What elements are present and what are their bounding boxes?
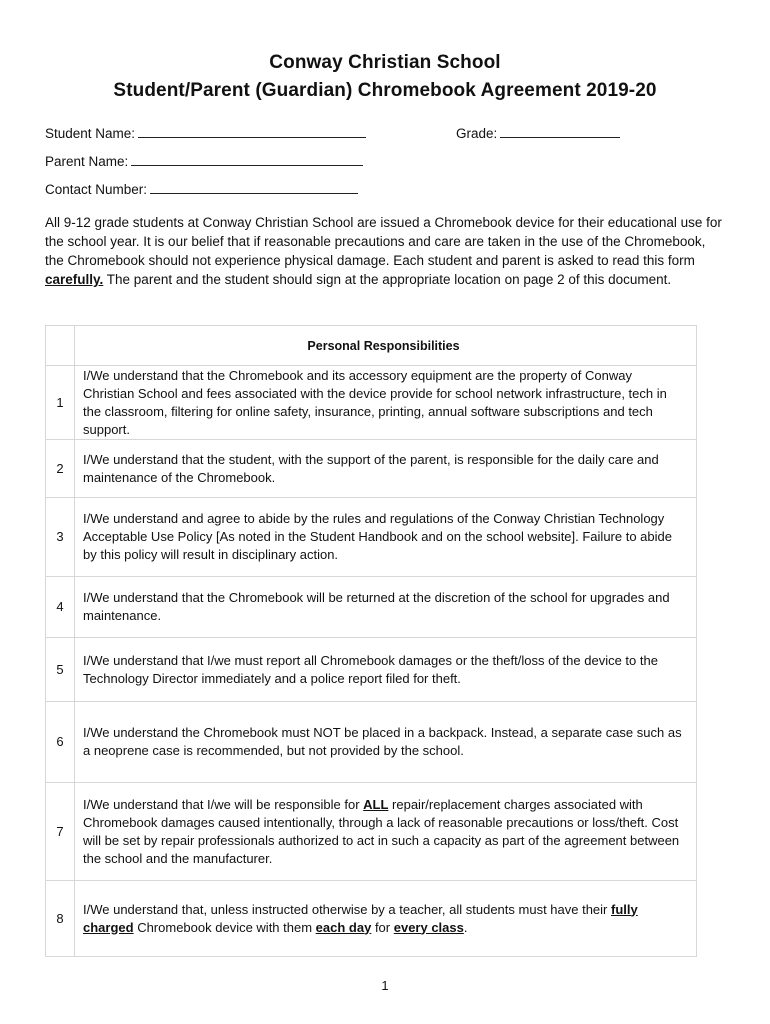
emphasis-each-day: each day: [315, 919, 372, 935]
row-text: I/We understand that the Chromebook and its accessory equipment are the property of Conway Christian School and fees associated with the device provide for school network infrastructure, tech in the classroom, filtering for online safety, insurance, printing, annual software subscriptions and tech support.: [75, 366, 697, 440]
parent-name-label: Parent Name:: [45, 154, 129, 169]
row-text: I/We understand the Chromebook must NOT be placed in a backpack. Instead, a separate case such as a neoprene case is recommended, but not provided by the school.: [75, 702, 697, 783]
row-number: 2: [46, 440, 75, 498]
page-number: 1: [381, 978, 389, 993]
table-row: [46, 881, 697, 957]
table-row: [46, 440, 697, 498]
table-row: [46, 783, 697, 881]
table-header-row: [46, 326, 697, 366]
agreement-title: Student/Parent (Guardian) Chromebook Agreement 2019-20: [113, 80, 657, 101]
row-text: I/We understand that the student, with the support of the parent, is responsible for the daily care and maintenance of the Chromebook.: [75, 440, 697, 498]
contact-number-label: Contact Number:: [45, 182, 148, 197]
table-heading: Personal Responsibilities: [75, 326, 697, 366]
emphasis-every-class: every class: [393, 919, 464, 935]
intro-emphasis: carefully.: [45, 272, 104, 287]
row-number: 6: [46, 702, 75, 783]
parent-name-field: [45, 151, 363, 169]
table-row: [46, 702, 697, 783]
intro-paragraph: [45, 213, 725, 289]
parent-name-blank[interactable]: [131, 151, 363, 166]
table-header-num: [46, 326, 75, 366]
student-name-blank[interactable]: [138, 123, 366, 138]
table-row: [46, 366, 697, 440]
row-number: 3: [46, 498, 75, 577]
student-name-label: Student Name:: [45, 126, 136, 141]
row-number: 5: [46, 638, 75, 702]
row-number: 1: [46, 366, 75, 440]
school-title: Conway Christian School: [269, 52, 501, 73]
row-text: I/We understand and agree to abide by the rules and regulations of the Conway Christian Technology Acceptable Use Policy [As noted in the Student Handbook and on the school website]. Failure to abide by this policy will result in disciplinary action.: [75, 498, 697, 577]
row-number: 4: [46, 577, 75, 638]
table-row: [46, 498, 697, 577]
emphasis-fully-charged: fully charged: [83, 901, 638, 935]
grade-blank[interactable]: [500, 123, 620, 138]
intro-text-1: All 9-12 grade students at Conway Christian School are issued a Chromebook device for their educational use for the school year. It is our belief that if reasonable precautions and care are taken in the use of the Chromebook, the Chromebook should not experience physical damage. Each student and parent is asked to read this form: [45, 215, 722, 268]
row-text: I/We understand that I/we must report all Chromebook damages or the theft/loss of the device to the Technology Director immediately and a police report filed for theft.: [75, 638, 697, 702]
row-text: I/We understand that, unless instructed otherwise by a teacher, all students must have their fully charged Chromebook device with them each day for every class.: [75, 881, 697, 957]
row-text: I/We understand that the Chromebook will be returned at the discretion of the school for upgrades and maintenance.: [75, 577, 697, 638]
row-number: 8: [46, 881, 75, 957]
row-number: 7: [46, 783, 75, 881]
row-text: I/We understand that I/we will be responsible for ALL repair/replacement charges associated with Chromebook damages caused intentionally, through a lack of reasonable precautions or loss/theft. Cost will be set by repair professionals authorized to act in such a capacity as part of the agreement between the school and the manufacturer.: [75, 783, 697, 881]
contact-number-blank[interactable]: [150, 179, 358, 194]
table-row: [46, 577, 697, 638]
responsibilities-table: [45, 325, 697, 957]
student-name-field: [45, 123, 366, 141]
intro-text-2: The parent and the student should sign at the appropriate location on page 2 of this document.: [103, 272, 672, 287]
grade-label: Grade:: [456, 126, 498, 141]
contact-number-field: [45, 179, 358, 197]
table-row: [46, 638, 697, 702]
grade-field: [456, 123, 620, 141]
emphasis-all: ALL: [363, 796, 389, 812]
